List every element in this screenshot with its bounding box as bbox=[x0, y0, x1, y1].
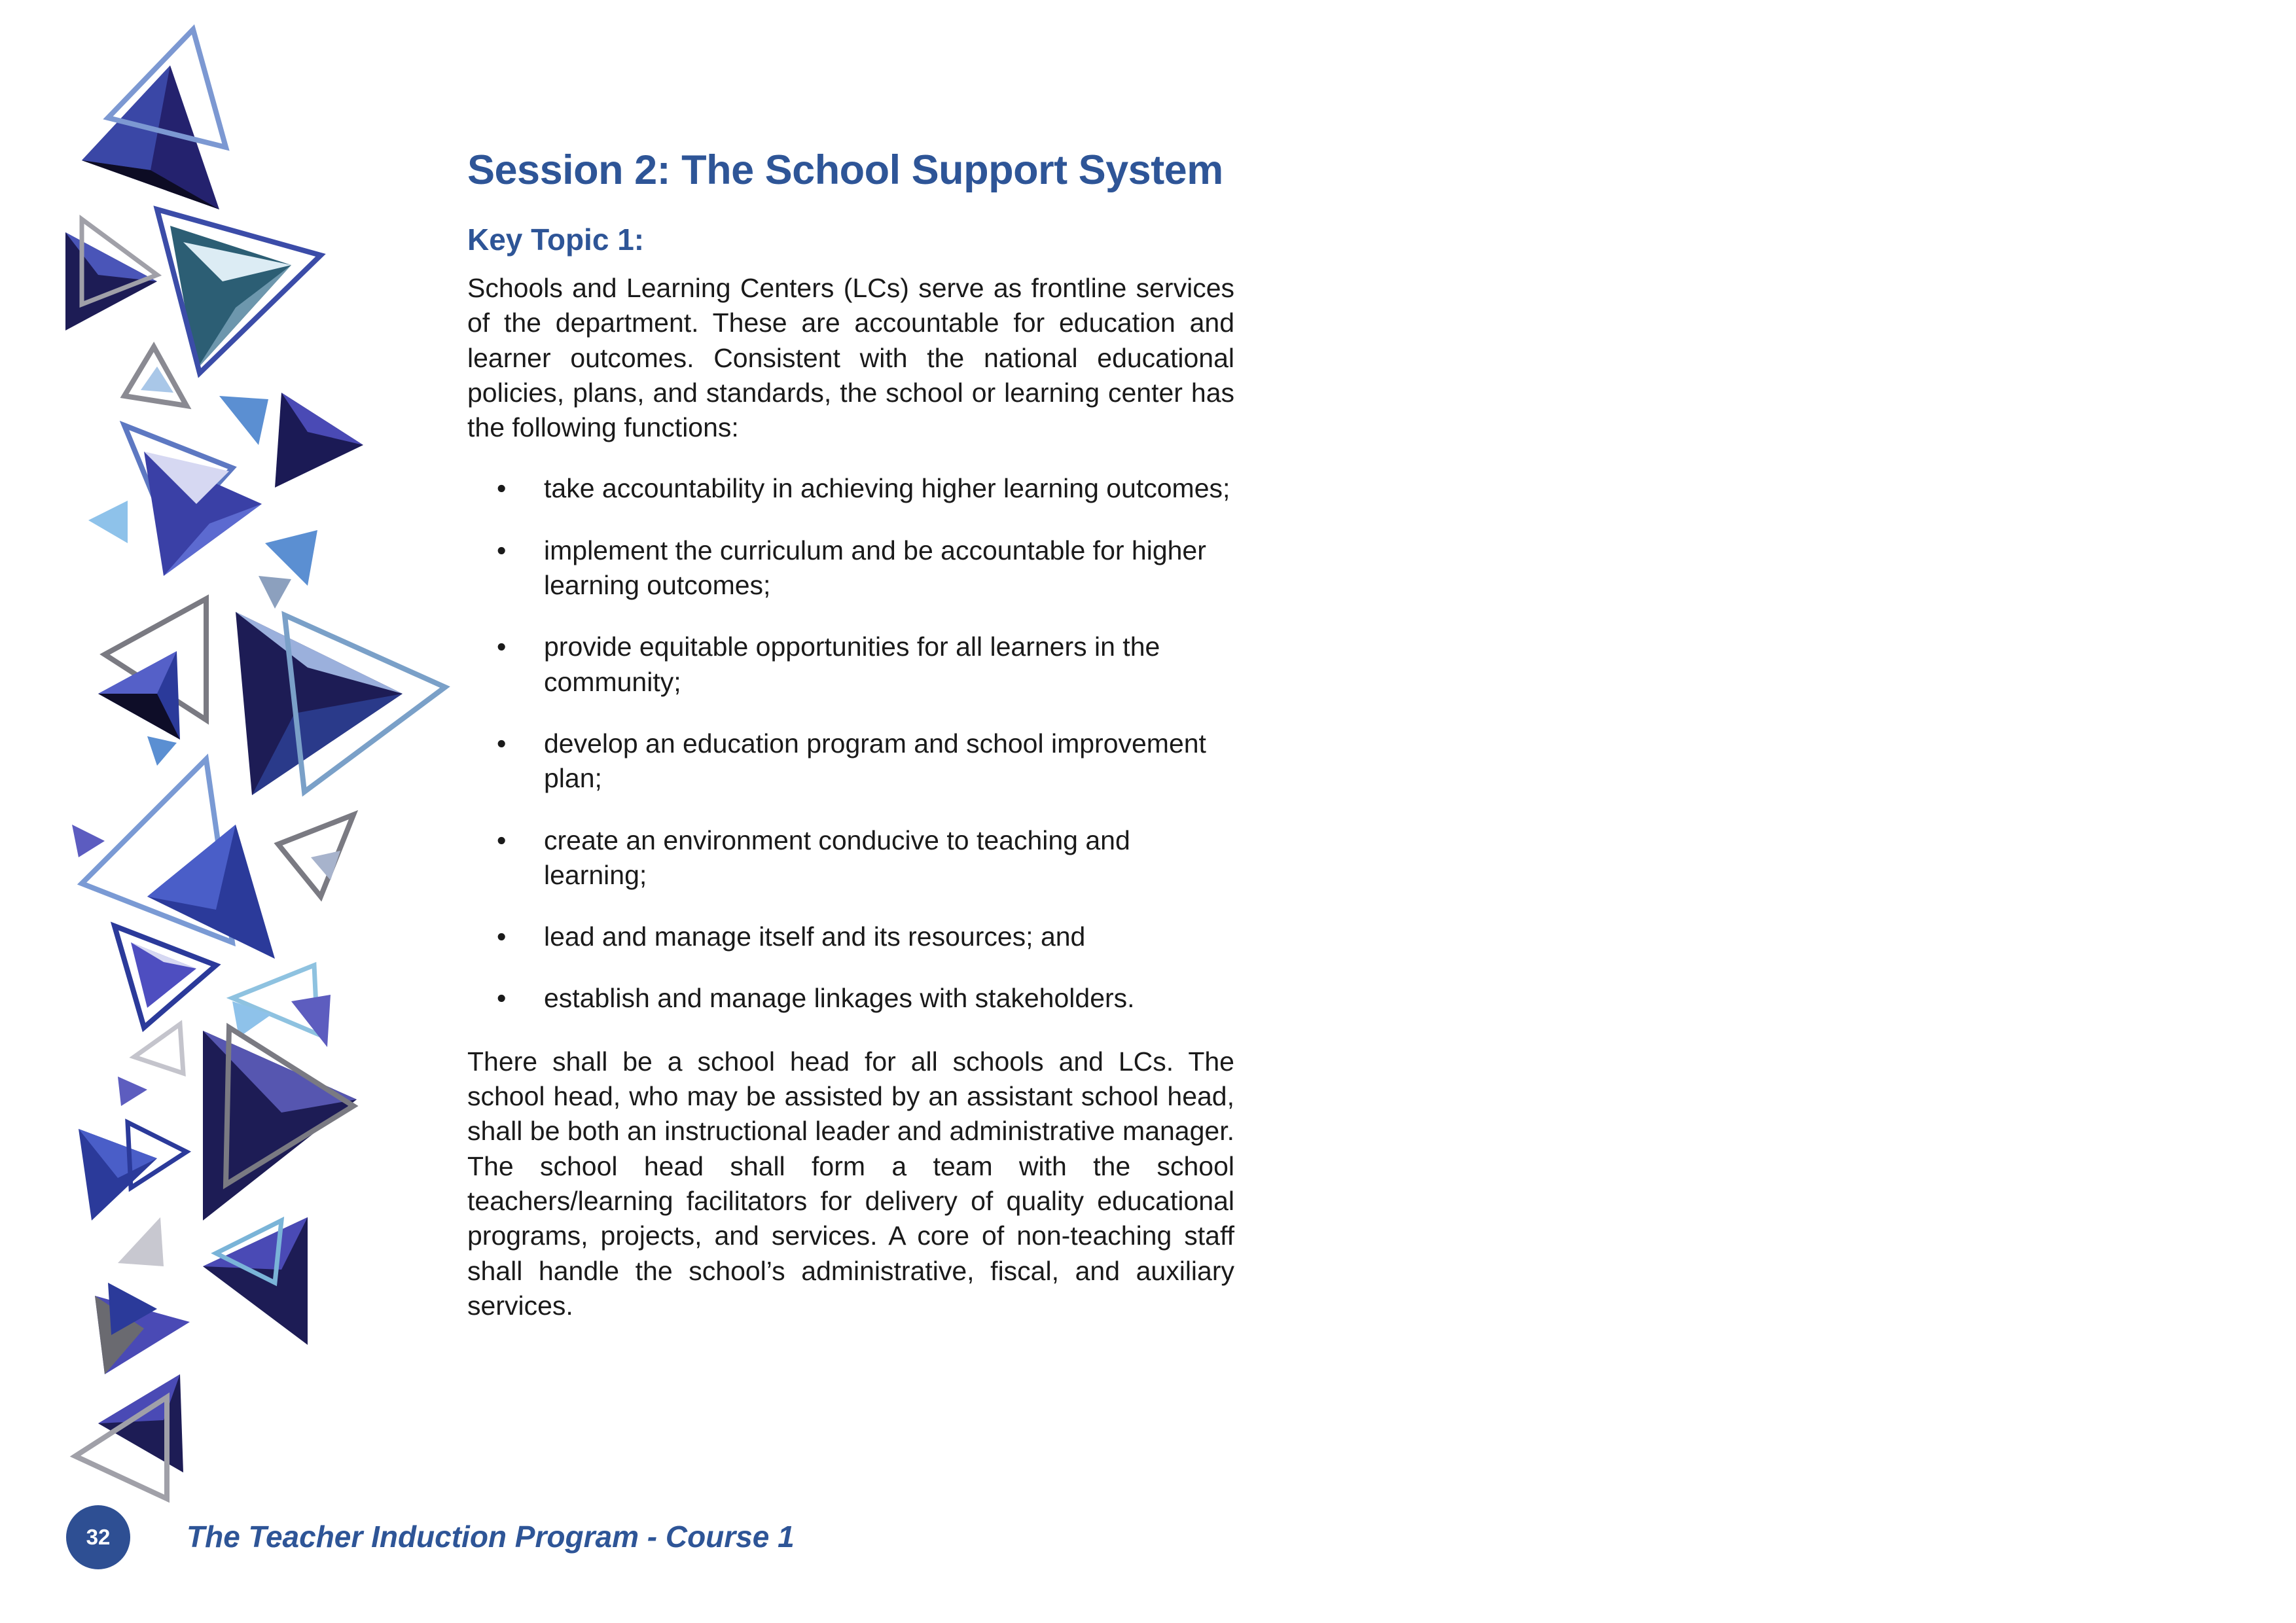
decorative-triangle-pattern bbox=[0, 0, 458, 1525]
page-number-badge: 32 bbox=[66, 1505, 130, 1569]
list-item bbox=[467, 533, 1234, 603]
bullet-icon: • bbox=[497, 921, 507, 952]
key-topic-heading: Key Topic 1: bbox=[467, 223, 645, 257]
bullet-icon: • bbox=[497, 473, 507, 504]
bullet-icon: • bbox=[497, 825, 507, 855]
list-item bbox=[467, 726, 1234, 796]
list-item-text: develop an education program and school improvement plan; bbox=[544, 728, 1206, 794]
list-item bbox=[467, 471, 1234, 506]
list-item bbox=[467, 981, 1234, 1016]
list-item-text: create an environment conducive to teaching and learning; bbox=[544, 825, 1130, 890]
bullet-icon: • bbox=[497, 728, 507, 758]
list-item-text: lead and manage itself and its resources; and bbox=[544, 921, 1086, 952]
intro-paragraph: Schools and Learning Centers (LCs) serve as frontline services of the department. These are accountable for education and learner outcomes. Consistent with the national educational policies, plans, and standards, the school or learning center has the following functions: bbox=[467, 273, 1234, 443]
bullet-icon: • bbox=[497, 983, 507, 1014]
page-title: Session 2: The School Support System bbox=[467, 147, 1223, 193]
list-item bbox=[467, 823, 1234, 893]
list-item-text: provide equitable opportunities for all learners in the community; bbox=[544, 632, 1160, 697]
footer-title: The Teacher Induction Program - Course 1 bbox=[187, 1520, 795, 1554]
functions-list bbox=[467, 471, 1234, 1016]
bullet-icon: • bbox=[497, 535, 507, 565]
list-item-text: implement the curriculum and be accountable for higher learning outcomes; bbox=[544, 535, 1206, 601]
list-item bbox=[467, 630, 1234, 700]
bullet-icon: • bbox=[497, 632, 507, 662]
list-item bbox=[467, 919, 1234, 954]
list-item-text: establish and manage linkages with stakeholders. bbox=[544, 983, 1135, 1014]
list-item-text: take accountability in achieving higher learning outcomes; bbox=[544, 473, 1230, 504]
main-content bbox=[467, 145, 1234, 1323]
closing-paragraph: There shall be a school head for all schools and LCs. The school head, who may be assisted by an assistant school head, shall be both an instructional leader and administrative manager. The school head shall form a team with the school teachers/learning facilitators for delivery of quality educational programs, projects, and services. A core of non-teaching staff shall handle the school’s administrative, fiscal, and auxiliary services. bbox=[467, 1046, 1234, 1321]
